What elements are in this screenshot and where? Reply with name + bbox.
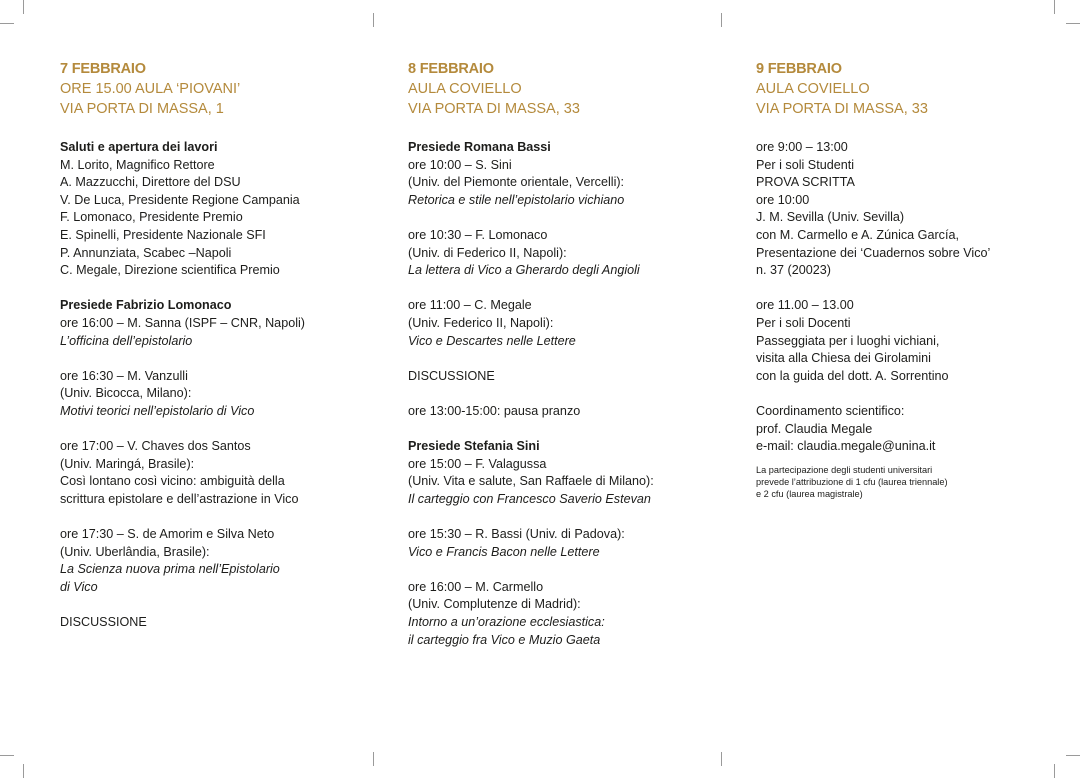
talk-affiliation: (Univ. Bicocca, Milano): (60, 386, 192, 401)
program-line: Passeggiata per i luoghi vichiani, (756, 333, 940, 348)
crop-mark (1054, 764, 1055, 778)
coordination-label: Coordinamento scientifico: (756, 403, 905, 418)
talk-title: Così lontano così vicino: ambiguità della (60, 474, 285, 489)
crop-mark (1054, 0, 1055, 14)
program-line: A. Mazzucchi, Direttore del DSU (60, 175, 241, 190)
program-line: F. Lomonaco, Presidente Premio (60, 210, 243, 225)
day-header (408, 59, 708, 119)
day-address: VIA PORTA DI MASSA, 1 (60, 101, 224, 117)
day-date: 9 FEBBRAIO (756, 61, 842, 77)
program-line: Per i soli Docenti (756, 315, 851, 330)
program-line: V. De Luca, Presidente Regione Campania (60, 192, 300, 207)
talk-title: La Scienza nuova prima nell’Epistolario (60, 562, 280, 577)
session-chair: Presiede Fabrizio Lomonaco (60, 298, 232, 313)
fold-mark (373, 752, 374, 766)
crop-mark (23, 764, 24, 778)
crop-mark (0, 23, 14, 24)
talk-affiliation: (Univ. Maringá, Brasile): (60, 456, 195, 471)
program-line: M. Lorito, Magnifico Rettore (60, 157, 215, 172)
talk-title: Il carteggio con Francesco Saverio Estevan (408, 491, 651, 506)
contact-email: e-mail: claudia.megale@unina.it (756, 439, 936, 454)
talk-speaker: ore 11:00 – C. Megale (408, 298, 532, 313)
program-line: ore 9:00 – 13:00 (756, 140, 848, 154)
talk-title: di Vico (60, 579, 98, 594)
talk-speaker: ore 17:30 – S. de Amorim e Silva Neto (60, 527, 275, 542)
program-line: C. Megale, Direzione scientifica Premio (60, 263, 280, 278)
discussion-label: DISCUSSIONE (60, 615, 147, 630)
talk-title: Vico e Descartes nelle Lettere (408, 333, 576, 348)
note-line: prevede l’attribuzione di 1 cfu (laurea triennale) (756, 476, 948, 487)
session-title: Saluti e apertura dei lavori (60, 140, 218, 154)
talk-title: Vico e Francis Bacon nelle Lettere (408, 544, 600, 559)
note-line: La partecipazione degli studenti universitari (756, 464, 933, 475)
day-address: VIA PORTA DI MASSA, 33 (408, 101, 580, 117)
talk-speaker: ore 10:00 – S. Sini (408, 157, 512, 172)
credits-note (756, 464, 1046, 501)
talk-affiliation: (Univ. Federico II, Napoli): (408, 315, 554, 330)
program-line: con M. Carmello e A. Zúnica García, (756, 227, 959, 242)
day-date: 8 FEBBRAIO (408, 61, 494, 77)
crop-mark (23, 0, 24, 14)
day-header (60, 59, 360, 119)
talk-speaker: ore 16:30 – M. Vanzulli (60, 368, 188, 383)
session-chair: Presiede Romana Bassi (408, 140, 551, 154)
program-line: con la guida del dott. A. Sorrentino (756, 368, 949, 383)
talk-speaker: ore 10:30 – F. Lomonaco (408, 227, 548, 242)
crop-mark (1066, 23, 1080, 24)
talk-affiliation: (Univ. Uberlândia, Brasile): (60, 544, 210, 559)
day-date: 7 FEBBRAIO (60, 61, 146, 77)
fold-mark (373, 13, 374, 27)
talk-affiliation: (Univ. del Piemonte orientale, Vercelli): (408, 175, 625, 190)
coordinator-name: prof. Claudia Megale (756, 421, 873, 436)
talk-affiliation: (Univ. di Federico II, Napoli): (408, 245, 567, 260)
talk-title: il carteggio fra Vico e Muzio Gaeta (408, 632, 601, 647)
program-line: P. Annunziata, Scabec –Napoli (60, 245, 232, 260)
day-room: AULA COVIELLO (408, 81, 522, 97)
crop-mark (0, 755, 14, 756)
fold-mark (721, 13, 722, 27)
talk-speaker: ore 15:00 – F. Valagussa (408, 456, 547, 471)
day-room: AULA COVIELLO (756, 81, 870, 97)
program-line: n. 37 (20023) (756, 263, 831, 278)
program-line: Per i soli Studenti (756, 157, 855, 172)
talk-speaker: ore 17:00 – V. Chaves dos Santos (60, 439, 251, 454)
discussion-label: DISCUSSIONE (408, 368, 495, 383)
program-line: visita alla Chiesa dei Girolamini (756, 351, 931, 366)
session-chair: Presiede Stefania Sini (408, 439, 540, 454)
talk-speaker: ore 16:00 – M. Sanna (ISPF – CNR, Napoli) (60, 315, 305, 330)
program-line: E. Spinelli, Presidente Nazionale SFI (60, 227, 266, 242)
program-line: J. M. Sevilla (Univ. Sevilla) (756, 210, 905, 225)
talk-title: L’officina dell’epistolario (60, 333, 193, 348)
talk-affiliation: (Univ. Vita e salute, San Raffaele di Milano): (408, 474, 654, 489)
talk-affiliation: (Univ. Complutenze di Madrid): (408, 597, 581, 612)
day-time-room: ORE 15.00 AULA ‘PIOVANI’ (60, 81, 241, 97)
program-line: PROVA SCRITTA (756, 175, 855, 190)
program-line: ore 11.00 – 13.00 (756, 298, 854, 313)
program-line: ore 10:00 (756, 192, 810, 207)
program-day-2 (408, 59, 708, 649)
talk-speaker: ore 15:30 – R. Bassi (Univ. di Padova): (408, 527, 625, 542)
talk-speaker: ore 16:00 – M. Carmello (408, 579, 544, 594)
fold-mark (721, 752, 722, 766)
note-line: e 2 cfu (laurea magistrale) (756, 489, 863, 500)
day-header (756, 59, 1046, 119)
program-day-1 (60, 59, 360, 632)
talk-title: Intorno a un’orazione ecclesiastica: (408, 615, 605, 630)
program-day-3 (756, 59, 1046, 500)
program-line: Presentazione dei ‘Cuadernos sobre Vico’ (756, 245, 991, 260)
day-address: VIA PORTA DI MASSA, 33 (756, 101, 928, 117)
talk-title: Retorica e stile nell’epistolario vichiano (408, 192, 625, 207)
lunch-break: ore 13:00-15:00: pausa pranzo (408, 403, 581, 418)
talk-title: scrittura epistolare e dell’astrazione in Vico (60, 491, 299, 506)
crop-mark (1066, 755, 1080, 756)
talk-title: La lettera di Vico a Gherardo degli Angioli (408, 263, 640, 278)
talk-title: Motivi teorici nell’epistolario di Vico (60, 403, 255, 418)
